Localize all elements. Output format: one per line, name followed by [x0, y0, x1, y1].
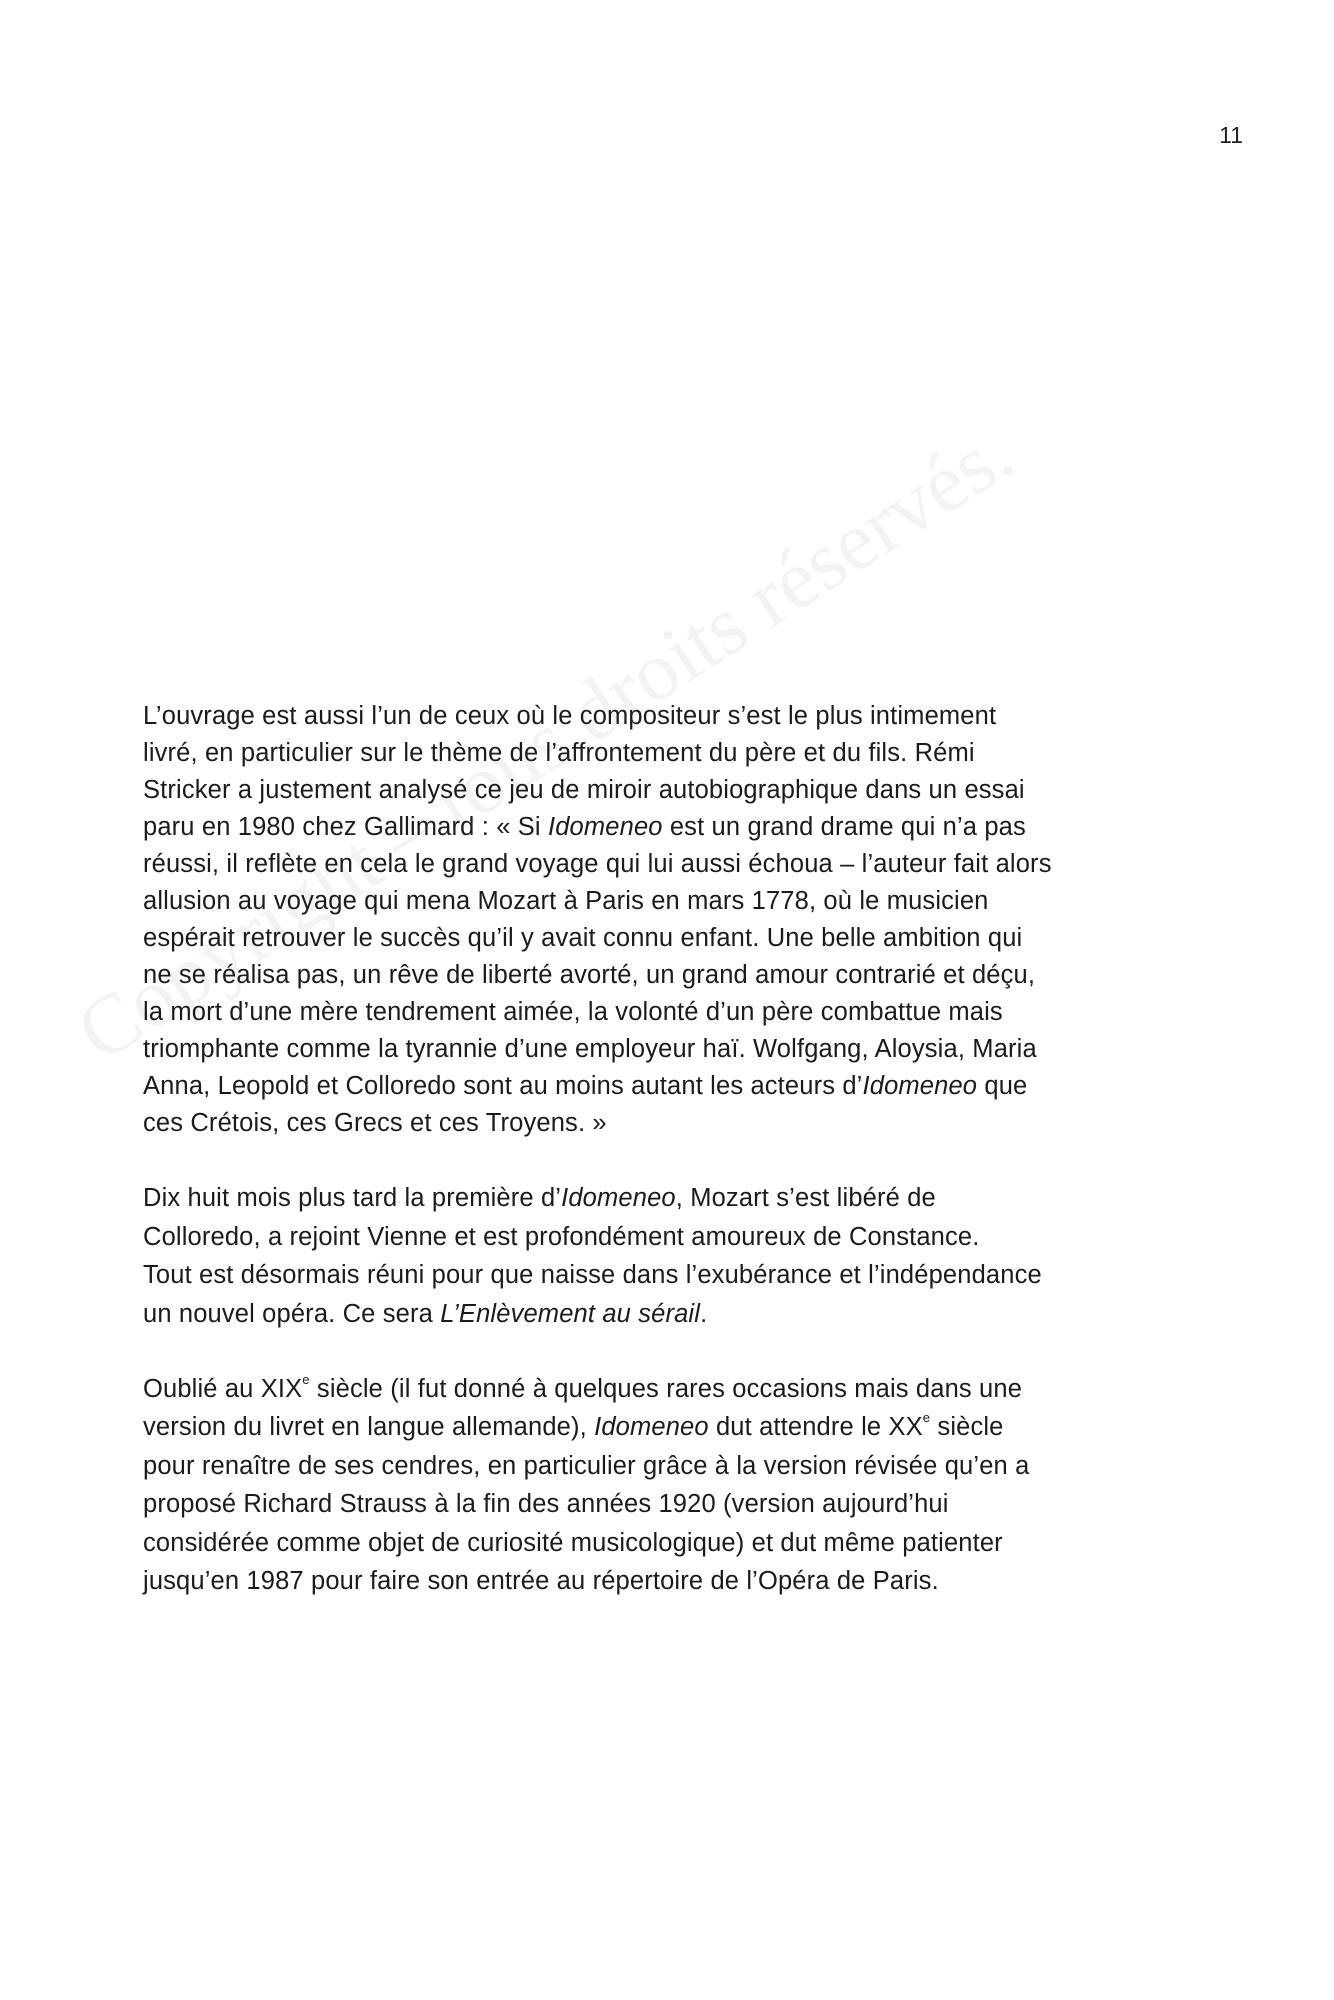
superscript: e	[302, 1372, 310, 1387]
text-segment: réussi, il reflète en cela le grand voyage qui lui aussi échoua – l’auteur fait alors	[143, 850, 1052, 878]
text-line	[143, 1105, 1193, 1142]
text-line	[143, 809, 1193, 846]
text-segment: proposé Richard Strauss à la fin des années 1920 (version aujourd’hui	[143, 1490, 949, 1519]
text-segment: .	[700, 1299, 708, 1328]
italic-title: Idomeneo	[547, 813, 663, 841]
text-segment: la mort d’une mère tendrement aimée, la volonté d’un père combattue mais	[143, 998, 1003, 1026]
text-line	[143, 1295, 1193, 1334]
text-segment: Dix huit mois plus tard la première d’	[143, 1184, 562, 1212]
text-segment: livré, en particulier sur le thème de l’affrontement du père et du fils. Rémi	[143, 739, 975, 767]
text-line	[143, 957, 1193, 994]
text-segment: L’ouvrage est aussi l’un de ceux où le compositeur s’est le plus intimement	[143, 702, 997, 730]
text-line	[143, 1524, 1193, 1562]
text-segment: siècle (il fut donné à quelques rares occasions mais dans une	[309, 1375, 1023, 1403]
superscript: e	[922, 1410, 931, 1426]
text-line	[143, 1562, 1193, 1600]
text-line	[143, 735, 1193, 772]
paragraph-1	[143, 698, 1193, 1142]
text-segment: Anna, Leopold et Colloredo sont au moins autant les acteurs d’	[143, 1072, 863, 1100]
text-segment: Colloredo, a rejoint Vienne et est profondément amoureux de Constance.	[143, 1222, 980, 1251]
text-segment: paru en 1980 chez Gallimard : « Si	[143, 813, 548, 841]
text-segment: que	[977, 1072, 1028, 1100]
text-line	[143, 1370, 1193, 1408]
text-line	[143, 1447, 1193, 1485]
text-line	[143, 846, 1193, 883]
text-segment: triomphante comme la tyrannie d’une employeur haï. Wolfgang, Aloysia, Maria	[143, 1035, 1037, 1063]
text-segment: allusion au voyage qui mena Mozart à Paris en mars 1778, où le musicien	[143, 887, 989, 915]
text-line	[143, 1485, 1193, 1523]
italic-title: Idomeneo	[561, 1184, 676, 1212]
text-line	[143, 994, 1193, 1031]
text-segment: espérait retrouver le succès qu’il y avait connu enfant. Une belle ambition qui	[143, 924, 1023, 952]
text-segment: est un grand drame qui n’a pas	[662, 813, 1026, 841]
text-segment: , Mozart s’est libéré de	[675, 1184, 936, 1212]
text-segment: jusqu’en 1987 pour faire son entrée au répertoire de l’Opéra de Paris.	[143, 1567, 939, 1596]
italic-title: Idomeneo	[594, 1413, 709, 1442]
paragraph-2	[143, 1179, 1193, 1333]
page-number: 11	[1219, 122, 1243, 148]
text-line	[143, 1408, 1193, 1446]
text-line	[143, 698, 1193, 735]
text-segment: Stricker a justement analysé ce jeu de miroir autobiographique dans un essai	[143, 776, 1025, 804]
text-line	[143, 1179, 1193, 1218]
text-line	[143, 1218, 1193, 1257]
text-segment: pour renaître de ses cendres, en particulier grâce à la version révisée qu’en a	[143, 1451, 1030, 1480]
text-segment: siècle	[930, 1413, 1004, 1442]
text-line	[143, 1068, 1193, 1105]
italic-title: Idomeneo	[862, 1072, 978, 1100]
paragraph-3	[143, 1370, 1193, 1600]
text-segment: Oublié au XIX	[143, 1375, 303, 1403]
text-line	[143, 883, 1193, 920]
text-line	[143, 772, 1193, 809]
text-segment: dut attendre le XX	[708, 1413, 923, 1442]
body-text	[143, 698, 1193, 1637]
text-line	[143, 920, 1193, 957]
text-segment: version du livret en langue allemande),	[143, 1413, 595, 1442]
text-segment: ces Crétois, ces Grecs et ces Troyens. »	[143, 1109, 607, 1137]
text-segment: considérée comme objet de curiosité musicologique) et dut même patienter	[143, 1528, 1003, 1557]
text-segment: ne se réalisa pas, un rêve de liberté avorté, un grand amour contrarié et déçu,	[143, 961, 1036, 989]
text-segment: Tout est désormais réuni pour que naisse dans l’exubérance et l’indépendance	[143, 1261, 1042, 1289]
text-line	[143, 1031, 1193, 1068]
text-segment: un nouvel opéra. Ce sera	[143, 1299, 441, 1328]
text-line	[143, 1256, 1193, 1295]
italic-title: L’Enlèvement au sérail	[440, 1299, 701, 1328]
